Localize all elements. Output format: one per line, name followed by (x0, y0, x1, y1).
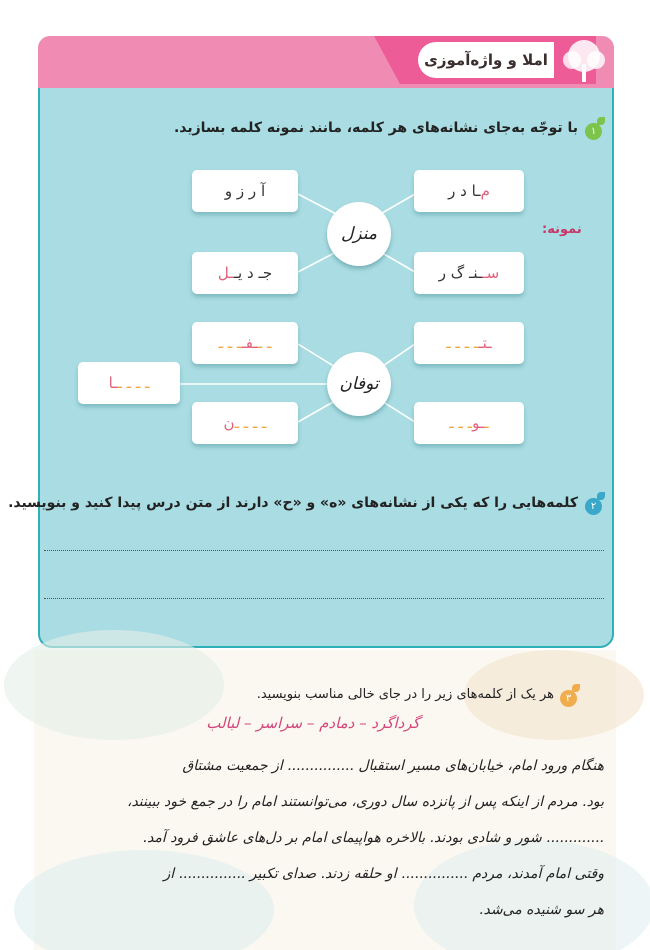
box-dashes: ـ ـ ـ ـ (117, 374, 150, 392)
box-dashes: ـ ـ (257, 334, 272, 352)
answer-box-3[interactable] (192, 322, 298, 364)
sample-label: نمونه: (542, 222, 582, 237)
box-letters: ـنـ گ ر (438, 264, 483, 282)
box-letters: ـا د ر (448, 182, 481, 200)
box-marker: ـا (108, 374, 118, 392)
sample-box-2 (414, 252, 524, 294)
box-dashes: ـ (484, 414, 489, 432)
box-marker: م (480, 182, 490, 200)
question-number-2: ۲ (585, 498, 602, 515)
box-dashes: ـ ـ ـ (449, 414, 473, 432)
page-title: املا و واژه‌آموزی (418, 42, 554, 78)
answer-box-1[interactable] (414, 322, 524, 364)
sample-box-1 (414, 170, 524, 212)
answer-box-4[interactable] (192, 402, 298, 444)
box-letters: آ ر ز و (224, 182, 266, 200)
background-cloud (14, 850, 274, 950)
answer-line-1[interactable] (44, 550, 604, 551)
box-dashes: ـ ـ ـ ـ (446, 334, 479, 352)
box-marker: ـو (472, 414, 485, 432)
background-cloud (4, 630, 224, 740)
box-marker: ـفـ (241, 334, 258, 352)
sample-word-circle: منزل (327, 202, 391, 266)
sample-box-4 (192, 252, 298, 294)
question-1-text: با توجّه به‌جای نشانه‌های هر کلمه، مانند نمونه کلمه بسازید. (173, 120, 578, 136)
box-marker: ن (223, 414, 235, 432)
box-dashes: ـ ـ ـ (218, 334, 242, 352)
background-cloud (414, 840, 650, 950)
target-word-circle: توفان (327, 352, 391, 416)
sample-box-3 (192, 170, 298, 212)
question-number-1: ۱ (585, 123, 602, 140)
answer-line-2[interactable] (44, 598, 604, 599)
box-marker: ـل (217, 264, 234, 282)
passage-line-1: هنگام ورود امام، خیابان‌های مسیر استقبال ............... از جمعیت مشتاق (182, 758, 604, 774)
box-marker: سـ (482, 264, 500, 282)
box-marker: ـتـ (478, 334, 492, 352)
passage-line-2: بود. مردم از اینکه پس از پانزده سال دوری، می‌توانستند امام را در جمع خود ببینند، (126, 794, 604, 810)
box-dashes: ـ ـ ـ ـ (234, 414, 267, 432)
answer-box-2[interactable] (414, 402, 524, 444)
passage-line-4: وقتی امام آمدند، مردم ............... او حلقه زدند. صدای تکبیر ............... از (163, 866, 604, 882)
question-2-text: کلمه‌هایی را که یکی از نشانه‌های «ه» و «ح» دارند از متن درس پیدا کنید و بنویسید. (8, 495, 578, 511)
question-3-text: هر یک از کلمه‌های زیر را در جای خالی مناسب بنویسید. (256, 687, 554, 702)
passage-line-3: ............. شور و شادی بودند. بالاخره هواپیمای امام بر دل‌های عاشق فرود آمد. (142, 830, 604, 846)
word-options: گرداگرد – دمادم – سراسر – لبالب (206, 714, 420, 732)
box-letters: جـ د یـ (233, 264, 273, 282)
passage-line-5: هر سو شنیده می‌شد. (479, 902, 604, 918)
question-number-3: ۳ (560, 690, 577, 707)
answer-box-5[interactable] (78, 362, 180, 404)
